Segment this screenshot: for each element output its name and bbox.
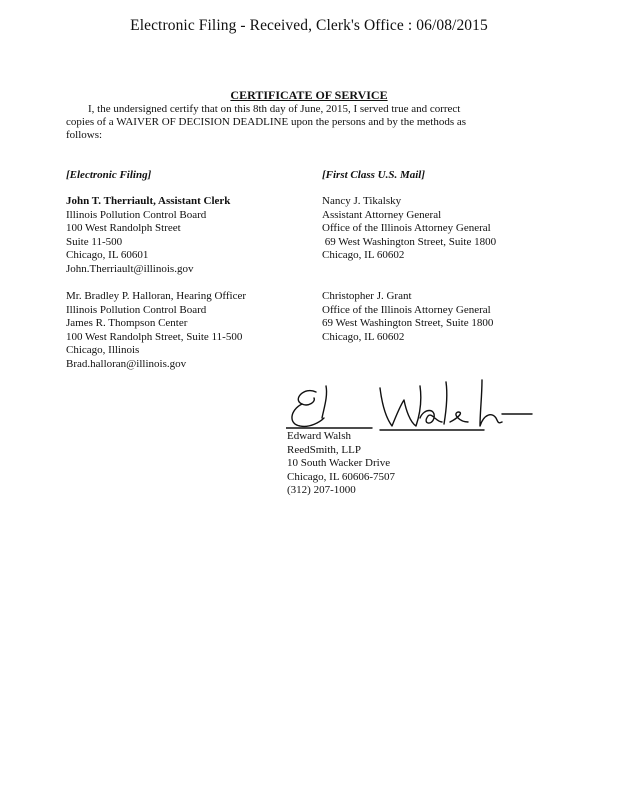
recipient-line: Office of the Illinois Attorney General bbox=[322, 222, 491, 234]
service-method-heading-mail: [First Class U.S. Mail] bbox=[322, 169, 425, 181]
recipient-block-halloran bbox=[66, 290, 246, 371]
signature-stroke bbox=[380, 386, 421, 426]
recipient-line: Christopher J. Grant bbox=[322, 290, 412, 302]
signer-line: ReedSmith, LLP bbox=[287, 443, 361, 456]
recipient-line: Illinois Pollution Control Board bbox=[66, 208, 207, 221]
recipient-line: James R. Thompson Center bbox=[66, 317, 188, 329]
signer-name: Edward Walsh bbox=[287, 430, 351, 442]
filing-stamp-header: Electronic Filing - Received, Clerk's Office : 06/08/2015 bbox=[130, 17, 488, 34]
recipient-block-grant bbox=[322, 290, 493, 344]
recipient-line: Suite 11-500 bbox=[66, 235, 123, 248]
recipient-block-therriault bbox=[66, 195, 230, 276]
service-method-heading-electronic: [Electronic Filing] bbox=[66, 169, 152, 181]
body-line: follows: bbox=[66, 129, 103, 141]
certificate-title: CERTIFICATE OF SERVICE bbox=[230, 88, 388, 102]
recipient-line: Assistant Attorney General bbox=[322, 208, 442, 221]
recipient-line: Chicago, IL 60601 bbox=[66, 249, 149, 261]
signer-phone: (312) 207-1000 bbox=[287, 484, 356, 496]
recipient-line: Mr. Bradley P. Halloran, Hearing Officer bbox=[66, 290, 247, 302]
recipient-line: Chicago, IL 60602 bbox=[322, 330, 405, 343]
signature-stroke bbox=[480, 380, 502, 426]
recipient-line: 100 West Randolph Street, Suite 11-500 bbox=[66, 330, 243, 343]
recipient-line: 69 West Washington Street, Suite 1800 bbox=[322, 317, 494, 329]
recipient-line: Nancy J. Tikalsky bbox=[322, 195, 402, 207]
recipient-line: Chicago, Illinois bbox=[66, 344, 140, 356]
signature-stroke bbox=[322, 386, 327, 418]
certificate-body bbox=[66, 103, 526, 142]
signature-stroke bbox=[450, 412, 468, 422]
recipient-line: Office of the Illinois Attorney General bbox=[322, 303, 491, 316]
signature-stroke bbox=[292, 404, 324, 426]
signature-stroke bbox=[298, 391, 316, 405]
signature-stroke bbox=[444, 382, 447, 424]
signer-line: 10 South Wacker Drive bbox=[287, 457, 391, 469]
recipient-line: 69 West Washington Street, Suite 1800 bbox=[322, 235, 497, 248]
signer-line: Chicago, IL 60606-7507 bbox=[287, 470, 396, 483]
recipient-email: John.Therriault@illinois.gov bbox=[66, 262, 194, 275]
recipient-line: 100 West Randolph Street bbox=[66, 222, 181, 234]
body-line: copies of a WAIVER OF DECISION DEADLINE upon the persons and by the methods as bbox=[66, 116, 467, 128]
recipient-line: Illinois Pollution Control Board bbox=[66, 303, 207, 316]
recipient-line: Chicago, IL 60602 bbox=[322, 249, 405, 261]
body-line: I, the undersigned certify that on this 8th day of June, 2015, I served true and correct bbox=[88, 103, 461, 115]
recipient-email: Brad.halloran@illinois.gov bbox=[66, 357, 187, 370]
signer-block bbox=[287, 430, 395, 498]
recipient-line: John T. Therriault, Assistant Clerk bbox=[66, 195, 231, 207]
signature-stroke bbox=[420, 411, 442, 424]
recipient-block-tikalsky bbox=[322, 195, 496, 263]
